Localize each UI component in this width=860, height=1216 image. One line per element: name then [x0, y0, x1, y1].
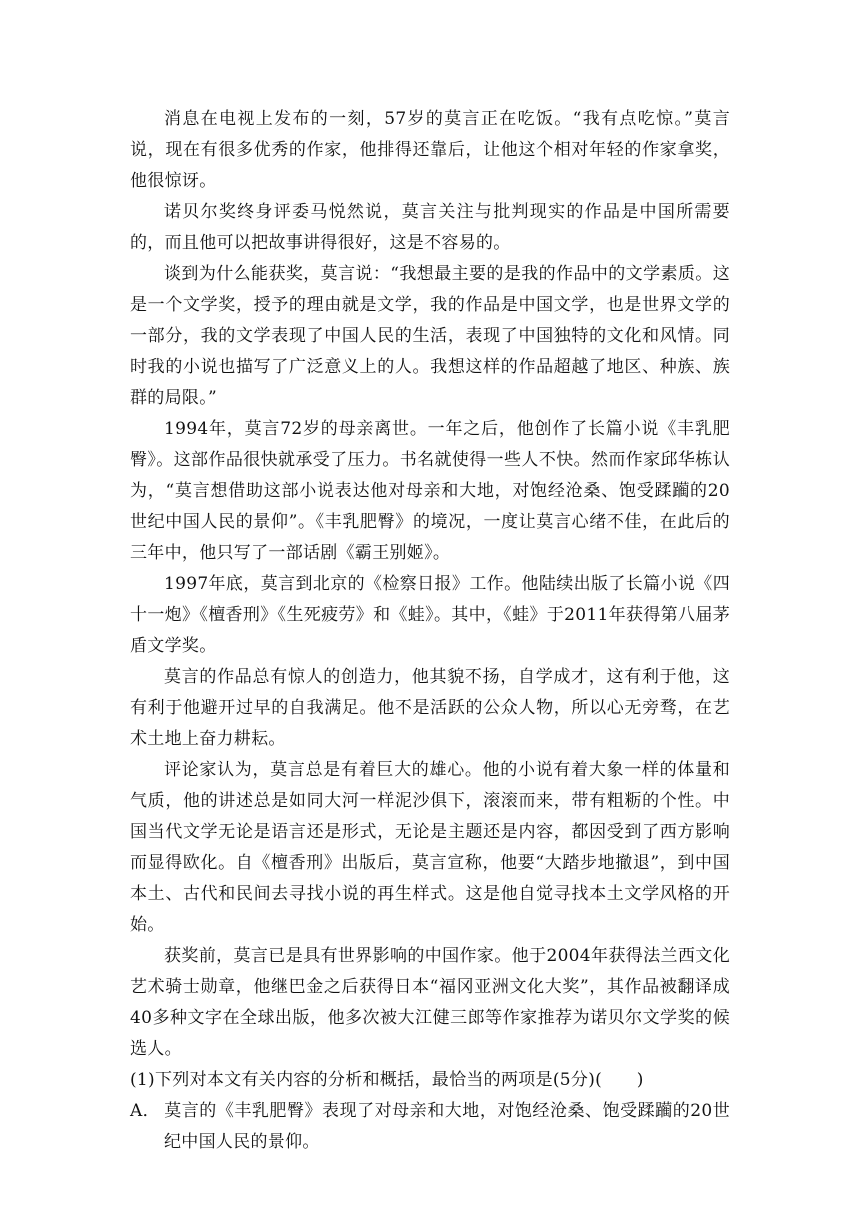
question-stem: (1)下列对本文有关内容的分析和概括，最恰当的两项是(5分)( ): [130, 1070, 644, 1090]
paragraph: 莫言的作品总有惊人的创造力，他其貌不扬，自学成才，这有利于他，这有利于他避开过早的自我满足。他不是活跃的公众人物，所以心无旁骛，在艺术土地上奋力耕耘。: [130, 667, 730, 749]
paragraph: 诺贝尔奖终身评委马悦然说，莫言关注与批判现实的作品是中国所需要的，而且他可以把故事讲得很好，这是不容易的。: [130, 202, 730, 253]
paragraph: 1997年底，莫言到北京的《检察日报》工作。他陆续出版了长篇小说《四十一炮》《檀香刑》《生死疲劳》和《蛙》。其中，《蛙》于2011年获得第八届茅盾文学奖。: [130, 574, 730, 656]
option-text: 莫言的《丰乳肥臀》表现了对母亲和大地，对饱经沧桑、饱受蹂躏的20世纪中国人民的景仰。: [164, 1101, 730, 1152]
paragraph: 1994年，莫言72岁的母亲离世。一年之后，他创作了长篇小说《丰乳肥臀》。这部作品很快就承受了压力。书名就使得一些人不快。然而作家邱华栋认为，“莫言想借助这部小说表达他对母亲和大地，对饱经沧桑、饱受蹂躏的20世纪中国人民的景仰”。《丰乳肥臀》的境况，一度让莫言心绪不佳，在此后的三年中，他只写了一部话剧《霸王别姬》。: [130, 419, 730, 563]
option-letter: A．: [130, 1101, 160, 1121]
paragraph: 消息在电视上发布的一刻，57岁的莫言正在吃饭。“我有点吃惊。”莫言说，现在有很多优秀的作家，他排得还靠后，让他这个相对年轻的作家拿奖，他很惊讶。: [130, 109, 730, 191]
article-body: [130, 104, 730, 1158]
paragraph: 获奖前，莫言已是具有世界影响的中国作家。他于2004年获得法兰西文化艺术骑士勋章，他继巴金之后获得日本“福冈亚洲文化大奖”，其作品被翻译成40多种文字在全球出版，他多次被大江健三郎等作家推荐为诺贝尔文学奖的候选人。: [130, 946, 730, 1059]
paragraph: 评论家认为，莫言总是有着巨大的雄心。他的小说有着大象一样的体量和气质，他的讲述总是如同大河一样泥沙俱下，滚滚而来，带有粗粝的个性。中国当代文学无论是语言还是形式，无论是主题还是内容，都因受到了西方影响而显得欧化。自《檀香刑》出版后，莫言宣称，他要“大踏步地撤退”，到中国本土、古代和民间去寻找小说的再生样式。这是他自觉寻找本土文学风格的开始。: [130, 760, 730, 935]
paragraph: 谈到为什么能获奖，莫言说：“我想最主要的是我的作品中的文学素质。这是一个文学奖，授予的理由就是文学，我的作品是中国文学，也是世界文学的一部分，我的文学表现了中国人民的生活，表现了中国独特的文化和风情。同时我的小说也描写了广泛意义上的人。我想这样的作品超越了地区、种族、族群的局限。”: [130, 264, 730, 408]
answer-option-a: [130, 1096, 730, 1158]
